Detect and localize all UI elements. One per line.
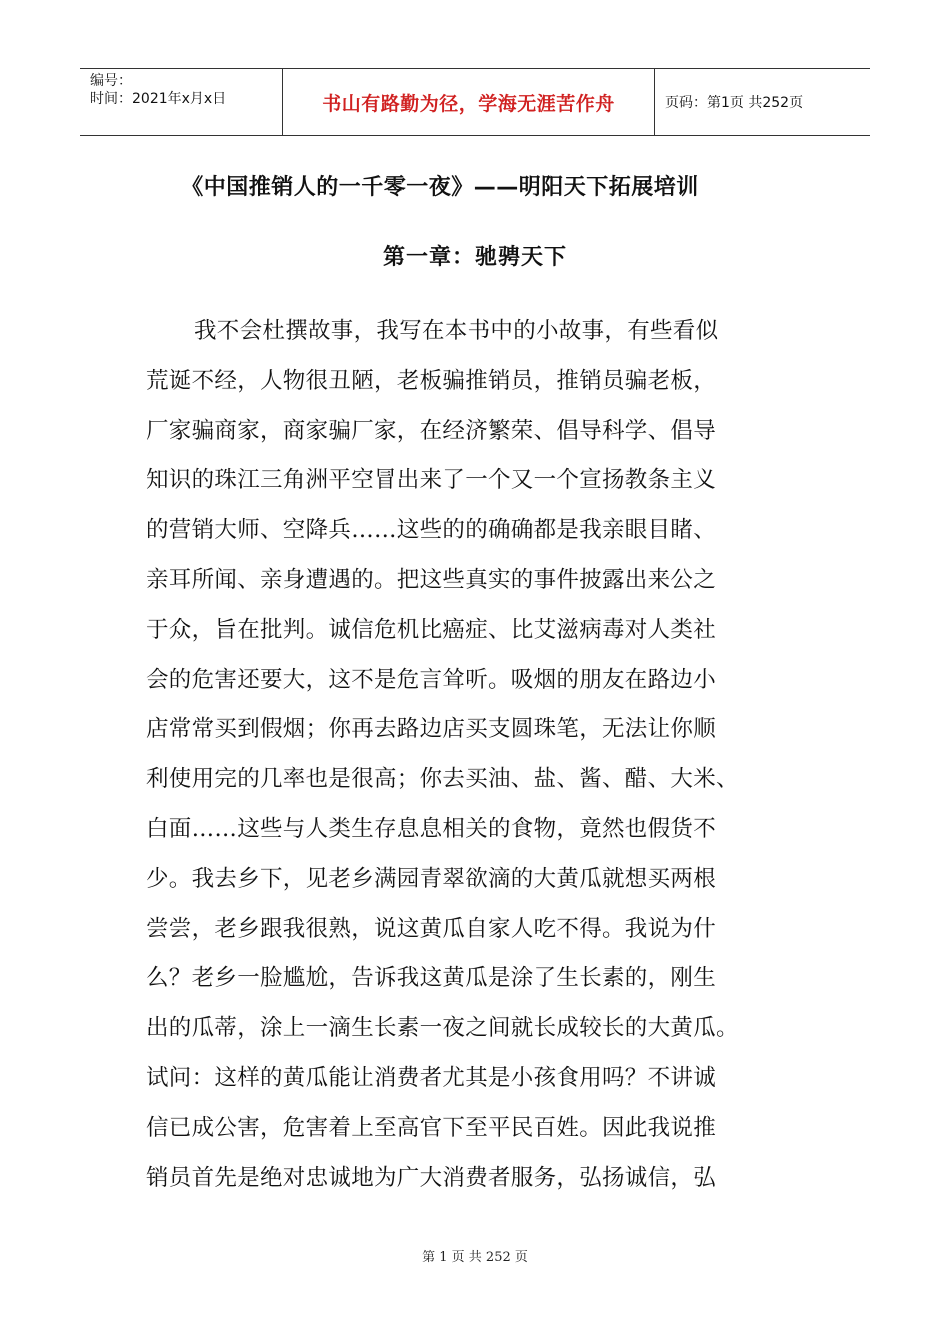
body-line: 店常常买到假烟；你再去路边店买支圆珠笔，无法让你顺 xyxy=(146,716,717,743)
body-line: 的营销大师、空降兵……这些的的确确都是我亲眼目睹、 xyxy=(146,517,717,544)
body-line: 么？老乡一脸尴尬，告诉我这黄瓜是涂了生长素的，刚生 xyxy=(146,965,717,992)
body-line: 少。我去乡下，见老乡满园青翠欲滴的大黄瓜就想买两根 xyxy=(146,865,717,892)
body-line: 我不会杜撰故事，我写在本书中的小故事，有些看似 xyxy=(194,318,719,344)
body-line: 销员首先是绝对忠诚地为广大消费者服务，弘扬诚信，弘 xyxy=(146,1164,717,1191)
body-line: 厂家骗商家，商家骗厂家，在经济繁荣、倡导科学、倡导 xyxy=(146,417,717,444)
body-line: 知识的珠江三角洲平空冒出来了一个又一个宣扬教条主义 xyxy=(146,467,717,494)
chapter-title: 第一章：驰骋天下 xyxy=(382,245,567,270)
body-line: 试问：这样的黄瓜能让消费者尤其是小孩食用吗？不讲诚 xyxy=(146,1064,717,1091)
serial-label: 编号： xyxy=(90,73,132,89)
header-motto: 书山有路勤为径，学海无涯苦作舟 xyxy=(282,69,655,135)
time-label: 时间：2021年x月x日 xyxy=(90,91,227,107)
body-line: 于众，旨在批判。诚信危机比癌症、比艾滋病毒对人类社 xyxy=(146,616,717,643)
header-meta xyxy=(80,69,282,135)
page-header xyxy=(80,68,870,136)
body-line: 会的危害还要大，这不是危言耸听。吸烟的朋友在路边小 xyxy=(146,666,717,693)
body-line: 亲耳所闻、亲身遭遇的。把这些真实的事件披露出来公之 xyxy=(146,566,717,593)
body-text xyxy=(146,307,816,1203)
document-title: 《中国推销人的一千零一夜》——明阳天下拓展培训 xyxy=(181,175,699,200)
body-line: 出的瓜蒂，涂上一滴生长素一夜之间就长成较长的大黄瓜。 xyxy=(146,1015,739,1042)
body-line: 白面……这些与人类生存息息相关的食物，竟然也假货不 xyxy=(146,815,717,842)
page-footer: 第 1 页 共 252 页 xyxy=(422,1250,528,1265)
body-line: 利使用完的几率也是很高；你去买油、盐、酱、醋、大米、 xyxy=(146,766,739,793)
body-line: 尝尝，老乡跟我很熟，说这黄瓜自家人吃不得。我说为什 xyxy=(146,915,717,942)
body-line: 信已成公害，危害着上至高官下至平民百姓。因此我说推 xyxy=(146,1114,717,1141)
header-page-info: 页码：第1页 共252页 xyxy=(665,95,804,111)
body-line: 荒诞不经，人物很丑陋，老板骗推销员，推销员骗老板， xyxy=(146,367,717,394)
